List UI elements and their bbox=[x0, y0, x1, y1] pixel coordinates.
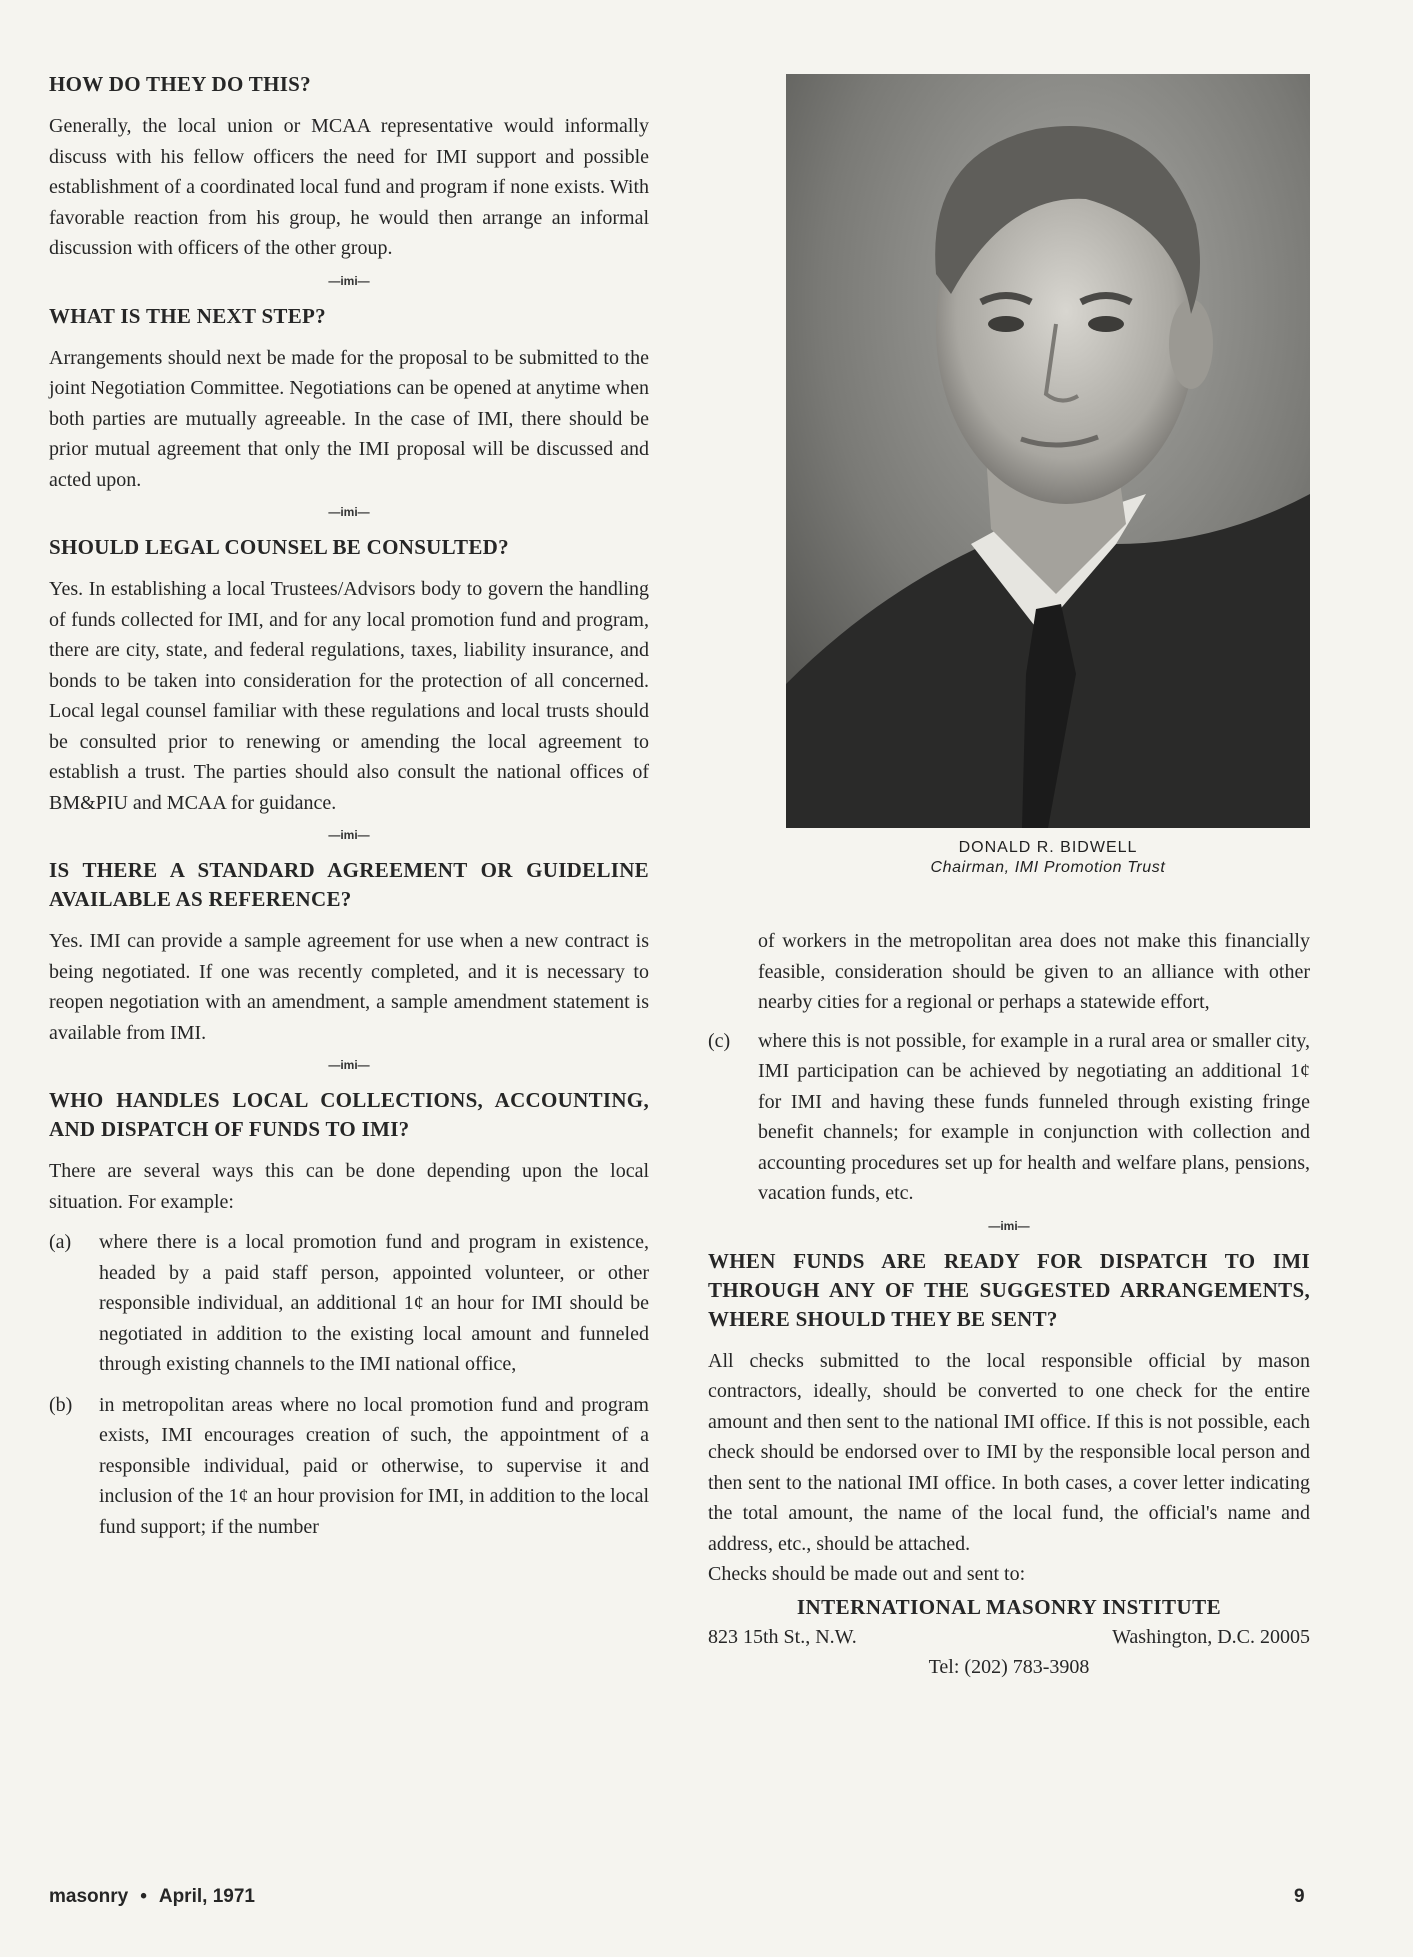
list-item-text: where this is not possible, for example in a rural area or smaller city, IMI participation can be achieved by negotiating an additional 1¢ for IMI and having these funds funneled through existing fringe benefit channels; for example in conjunction with collection and accounting procedures set up for health and welfare plans, pensions, vacation funds, etc. bbox=[758, 1029, 1310, 1204]
page-number: 9 bbox=[1294, 1886, 1305, 1907]
photo-caption bbox=[786, 838, 1310, 878]
checks-instruction: Checks should be made out and sent to: bbox=[708, 1563, 1026, 1585]
list-marker: (a) bbox=[49, 1231, 72, 1253]
section-separator: —imi— bbox=[328, 1058, 370, 1072]
city-address: Washington, D.C. 20005 bbox=[1112, 1625, 1310, 1648]
options-list-continued bbox=[708, 1026, 1310, 1209]
section-separator: —imi— bbox=[328, 505, 370, 519]
section-separator: —imi— bbox=[988, 1218, 1030, 1233]
section-separator: —imi— bbox=[328, 273, 370, 288]
magazine-name: masonry bbox=[49, 1886, 129, 1907]
footer-publication bbox=[49, 1886, 255, 1908]
caption-name: DONALD R. BIDWELL bbox=[958, 839, 1138, 856]
portrait-illustration bbox=[786, 74, 1310, 828]
section-body: Yes. IMI can provide a sample agreement for use when a new contract is being negotiated. If one was recently completed, and it is necessary to reopen negotiation with an amendment, a sample amendment statement is available from IMI. bbox=[49, 930, 649, 1044]
section-body: There are several ways this can be done depending upon the local situation. For example: bbox=[49, 1160, 649, 1213]
section-heading: IS THERE A STANDARD AGREEMENT OR GUIDELINE AVAILABLE AS REFERENCE? bbox=[49, 858, 649, 911]
section-heading: SHOULD LEGAL COUNSEL BE CONSULTED? bbox=[49, 535, 509, 559]
list-item-text: where there is a local promotion fund and program in existence, headed by a paid staff person, appointed volunteer, or other responsible individual, an additional 1¢ an hour for IMI should be negotiated in addition to the existing local amount and funneled through existing channels to the IMI national office, bbox=[99, 1231, 649, 1375]
portrait-block bbox=[786, 74, 1310, 878]
section-body: Generally, the local union or MCAA representative would informally discuss with his fellow officers the need for IMI support and possible establishment of a coordinated local fund and program if none exists. With favorable reaction from his group, he would then arrange an informal discussion with officers of the other group. bbox=[49, 115, 649, 259]
options-list bbox=[49, 1227, 649, 1542]
list-item bbox=[708, 1026, 1310, 1209]
list-marker: (b) bbox=[49, 1393, 73, 1416]
section-heading: WHO HANDLES LOCAL COLLECTIONS, ACCOUNTING, AND DISPATCH OF FUNDS TO IMI? bbox=[49, 1088, 649, 1141]
issue-date: April, 1971 bbox=[158, 1886, 255, 1907]
caption-role: Chairman, IMI Promotion Trust bbox=[930, 859, 1166, 876]
section-heading: WHEN FUNDS ARE READY FOR DISPATCH TO IMI THROUGH ANY OF THE SUGGESTED ARRANGEMENTS, WHERE SHOULD THEY BE SENT? bbox=[708, 1248, 1310, 1331]
list-item-text: in metropolitan areas where no local promotion fund and program exists, IMI encourages creation of such, the appointment of a responsible individual, paid or otherwise, to supervise it and inclusion of the 1¢ an hour provision for IMI, in addition to the local fund support; if the number bbox=[99, 1393, 649, 1538]
address-line bbox=[708, 1622, 1310, 1652]
section-heading: WHAT IS THE NEXT STEP? bbox=[49, 303, 326, 328]
section-separator: —imi— bbox=[328, 828, 370, 842]
section-body: All checks submitted to the local responsible official by mason contractors, ideally, should be converted to one check for the entire amount and then sent to the national IMI office. If this is not possible, each check should be endorsed over to IMI by the responsible local person and then sent to the national IMI office. In both cases, a cover letter indicating the total amount, the name of the local fund, the official's name and address, etc., should be attached. bbox=[708, 1349, 1310, 1555]
portrait-photo bbox=[786, 74, 1310, 828]
list-item bbox=[49, 1227, 649, 1380]
list-item-continuation: of workers in the metropolitan area does not make this financially feasible, consideration should be given to an alliance with other nearby cities for a regional or perhaps a statewide effort, bbox=[758, 930, 1310, 1013]
street-address: 823 15th St., N.W. bbox=[708, 1625, 857, 1648]
right-column bbox=[708, 926, 1310, 1682]
list-marker: (c) bbox=[708, 1029, 731, 1052]
footer-bullet: • bbox=[140, 1886, 147, 1907]
section-body: Yes. In establishing a local Trustees/Advisors body to govern the handling of funds collected for IMI, and for any local promotion fund and program, there are city, state, and federal regulations, taxes, liability insurance, and bonds to be taken into consideration for the protection of all concerned. Local legal counsel familiar with these regulations and local trusts should be consulted prior to renewing or amending the local agreement to establish a trust. The parties should also consult the national offices of BM&PIU and MCAA for guidance. bbox=[49, 578, 649, 814]
list-item bbox=[49, 1390, 649, 1543]
section-body: Arrangements should next be made for the proposal to be submitted to the joint Negotiation Committee. Negotiations can be opened at anytime when both parties are mutually agreeable. In the case of IMI, there should be prior mutual agreement that only the IMI proposal will be discussed and acted upon. bbox=[49, 346, 649, 491]
left-column bbox=[49, 70, 649, 1552]
section-heading: HOW DO THEY DO THIS? bbox=[49, 72, 311, 96]
organization-name: INTERNATIONAL MASONRY INSTITUTE bbox=[796, 1594, 1222, 1619]
telephone: Tel: (202) 783-3908 bbox=[928, 1655, 1090, 1678]
